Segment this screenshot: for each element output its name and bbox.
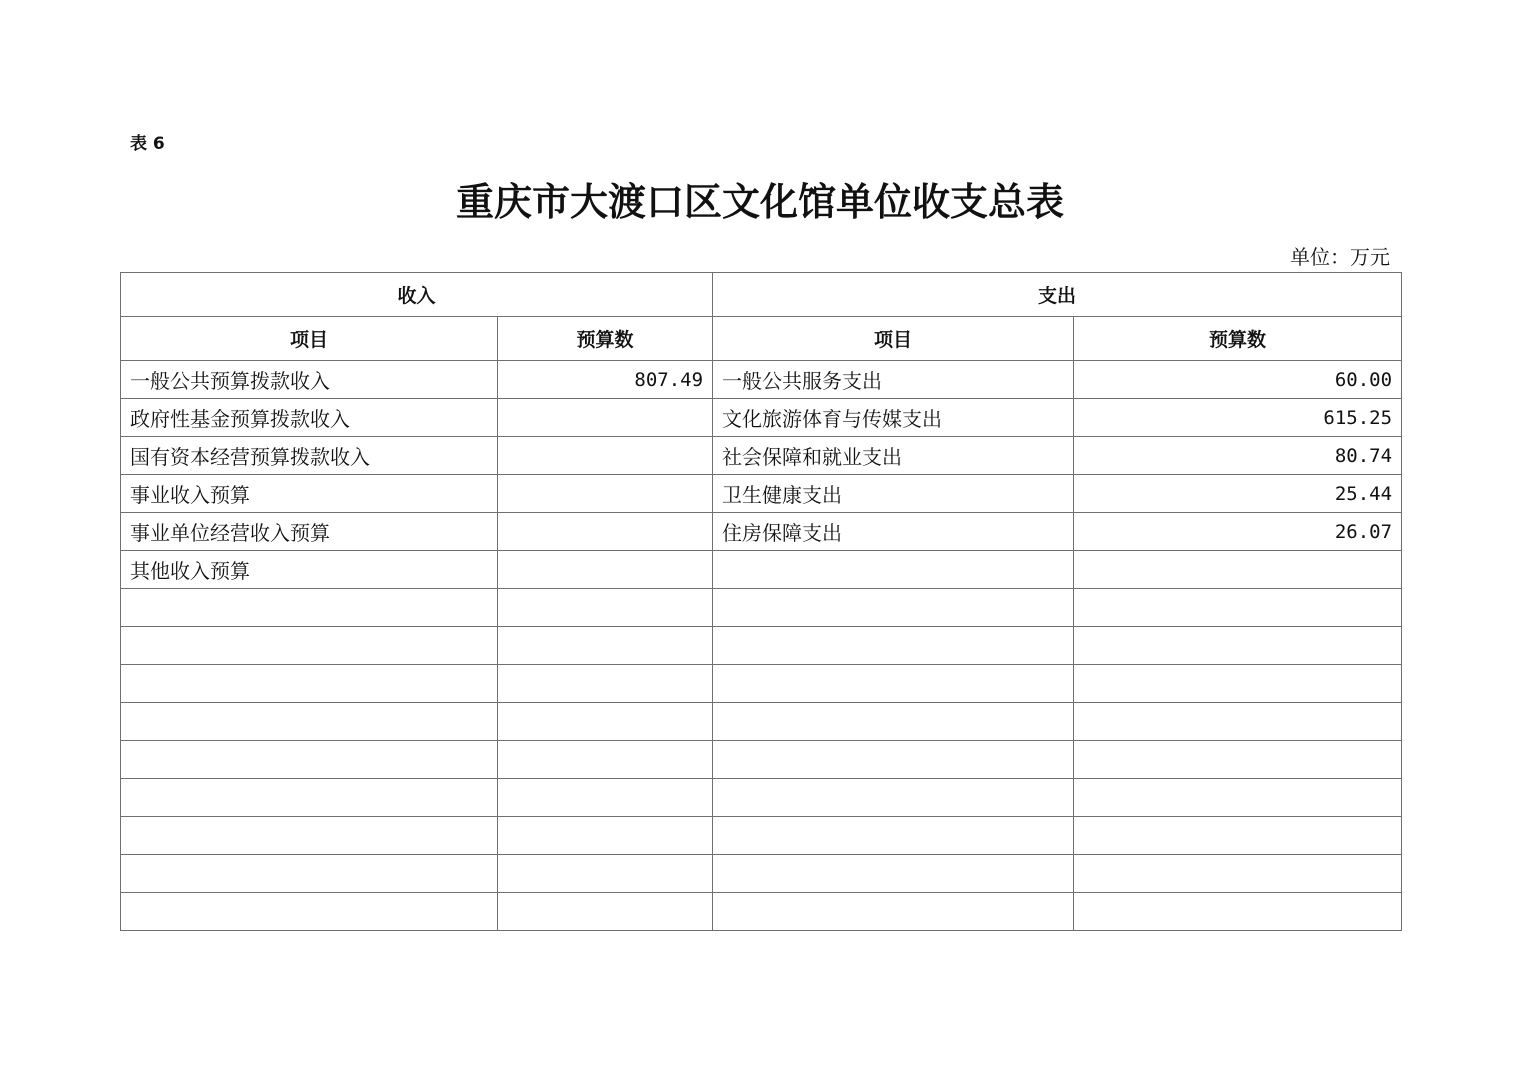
page-title: 重庆市大渡口区文化馆单位收支总表 [455, 180, 1064, 224]
income-item-cell [121, 665, 498, 703]
expense-item-header: 项目 [713, 317, 1074, 361]
income-item-cell [121, 627, 498, 665]
income-item-cell: 国有资本经营预算拨款收入 [121, 437, 498, 475]
income-item-cell [121, 817, 498, 855]
table-header-row [121, 273, 1402, 317]
table-row [121, 475, 1402, 513]
expense-budget-cell [1074, 855, 1402, 893]
income-budget-cell [498, 817, 713, 855]
expense-budget-cell [1074, 741, 1402, 779]
expense-item-cell [713, 779, 1074, 817]
table-row [121, 817, 1402, 855]
expense-item-cell: 一般公共服务支出 [713, 361, 1074, 399]
expense-item-cell [713, 817, 1074, 855]
expense-item-cell: 文化旅游体育与传媒支出 [713, 399, 1074, 437]
income-budget-cell [498, 893, 713, 931]
expense-budget-cell: 25.44 [1074, 475, 1402, 513]
expense-item-cell: 住房保障支出 [713, 513, 1074, 551]
table-row [121, 399, 1402, 437]
table-row [121, 665, 1402, 703]
table-row [121, 589, 1402, 627]
expense-budget-cell [1074, 627, 1402, 665]
table-subheader-row [121, 317, 1402, 361]
table-row [121, 741, 1402, 779]
income-budget-cell [498, 399, 713, 437]
expense-item-cell: 社会保障和就业支出 [713, 437, 1074, 475]
income-item-cell: 政府性基金预算拨款收入 [121, 399, 498, 437]
table-row [121, 513, 1402, 551]
expense-item-cell [713, 627, 1074, 665]
table-body [121, 361, 1402, 931]
expense-budget-cell: 26.07 [1074, 513, 1402, 551]
income-budget-header: 预算数 [498, 317, 713, 361]
expense-item-cell [713, 893, 1074, 931]
expense-budget-cell [1074, 779, 1402, 817]
income-budget-cell [498, 627, 713, 665]
table-row [121, 361, 1402, 399]
table-row [121, 779, 1402, 817]
expense-budget-cell: 80.74 [1074, 437, 1402, 475]
income-budget-cell [498, 741, 713, 779]
income-budget-cell: 807.49 [498, 361, 713, 399]
income-item-cell: 一般公共预算拨款收入 [121, 361, 498, 399]
expense-budget-cell: 615.25 [1074, 399, 1402, 437]
table-row [121, 627, 1402, 665]
table-row [121, 893, 1402, 931]
income-item-cell [121, 741, 498, 779]
table-row [121, 703, 1402, 741]
income-item-cell: 事业收入预算 [121, 475, 498, 513]
income-item-cell [121, 855, 498, 893]
income-item-cell [121, 703, 498, 741]
income-budget-cell [498, 703, 713, 741]
expense-header: 支出 [713, 273, 1402, 317]
income-item-cell: 其他收入预算 [121, 551, 498, 589]
income-item-cell: 事业单位经营收入预算 [121, 513, 498, 551]
income-budget-cell [498, 437, 713, 475]
table-row [121, 437, 1402, 475]
income-budget-cell [498, 513, 713, 551]
expense-budget-cell [1074, 665, 1402, 703]
expense-budget-cell: 60.00 [1074, 361, 1402, 399]
expense-item-cell [713, 665, 1074, 703]
expense-budget-header: 预算数 [1074, 317, 1402, 361]
income-item-cell [121, 589, 498, 627]
table-row [121, 551, 1402, 589]
income-header: 收入 [121, 273, 713, 317]
table-number-label: 表 6 [130, 134, 165, 154]
income-item-header: 项目 [121, 317, 498, 361]
table-row [121, 855, 1402, 893]
expense-item-cell [713, 551, 1074, 589]
income-budget-cell [498, 855, 713, 893]
income-item-cell [121, 893, 498, 931]
expense-item-cell [713, 741, 1074, 779]
income-item-cell [121, 779, 498, 817]
expense-budget-cell [1074, 817, 1402, 855]
expense-item-cell: 卫生健康支出 [713, 475, 1074, 513]
expense-budget-cell [1074, 703, 1402, 741]
expense-budget-cell [1074, 551, 1402, 589]
income-budget-cell [498, 551, 713, 589]
expense-item-cell [713, 703, 1074, 741]
expense-budget-cell [1074, 589, 1402, 627]
income-budget-cell [498, 779, 713, 817]
unit-label: 单位：万元 [1290, 245, 1390, 269]
income-budget-cell [498, 475, 713, 513]
expense-budget-cell [1074, 893, 1402, 931]
expense-item-cell [713, 855, 1074, 893]
income-budget-cell [498, 665, 713, 703]
expense-item-cell [713, 589, 1074, 627]
income-budget-cell [498, 589, 713, 627]
budget-table [120, 272, 1402, 931]
